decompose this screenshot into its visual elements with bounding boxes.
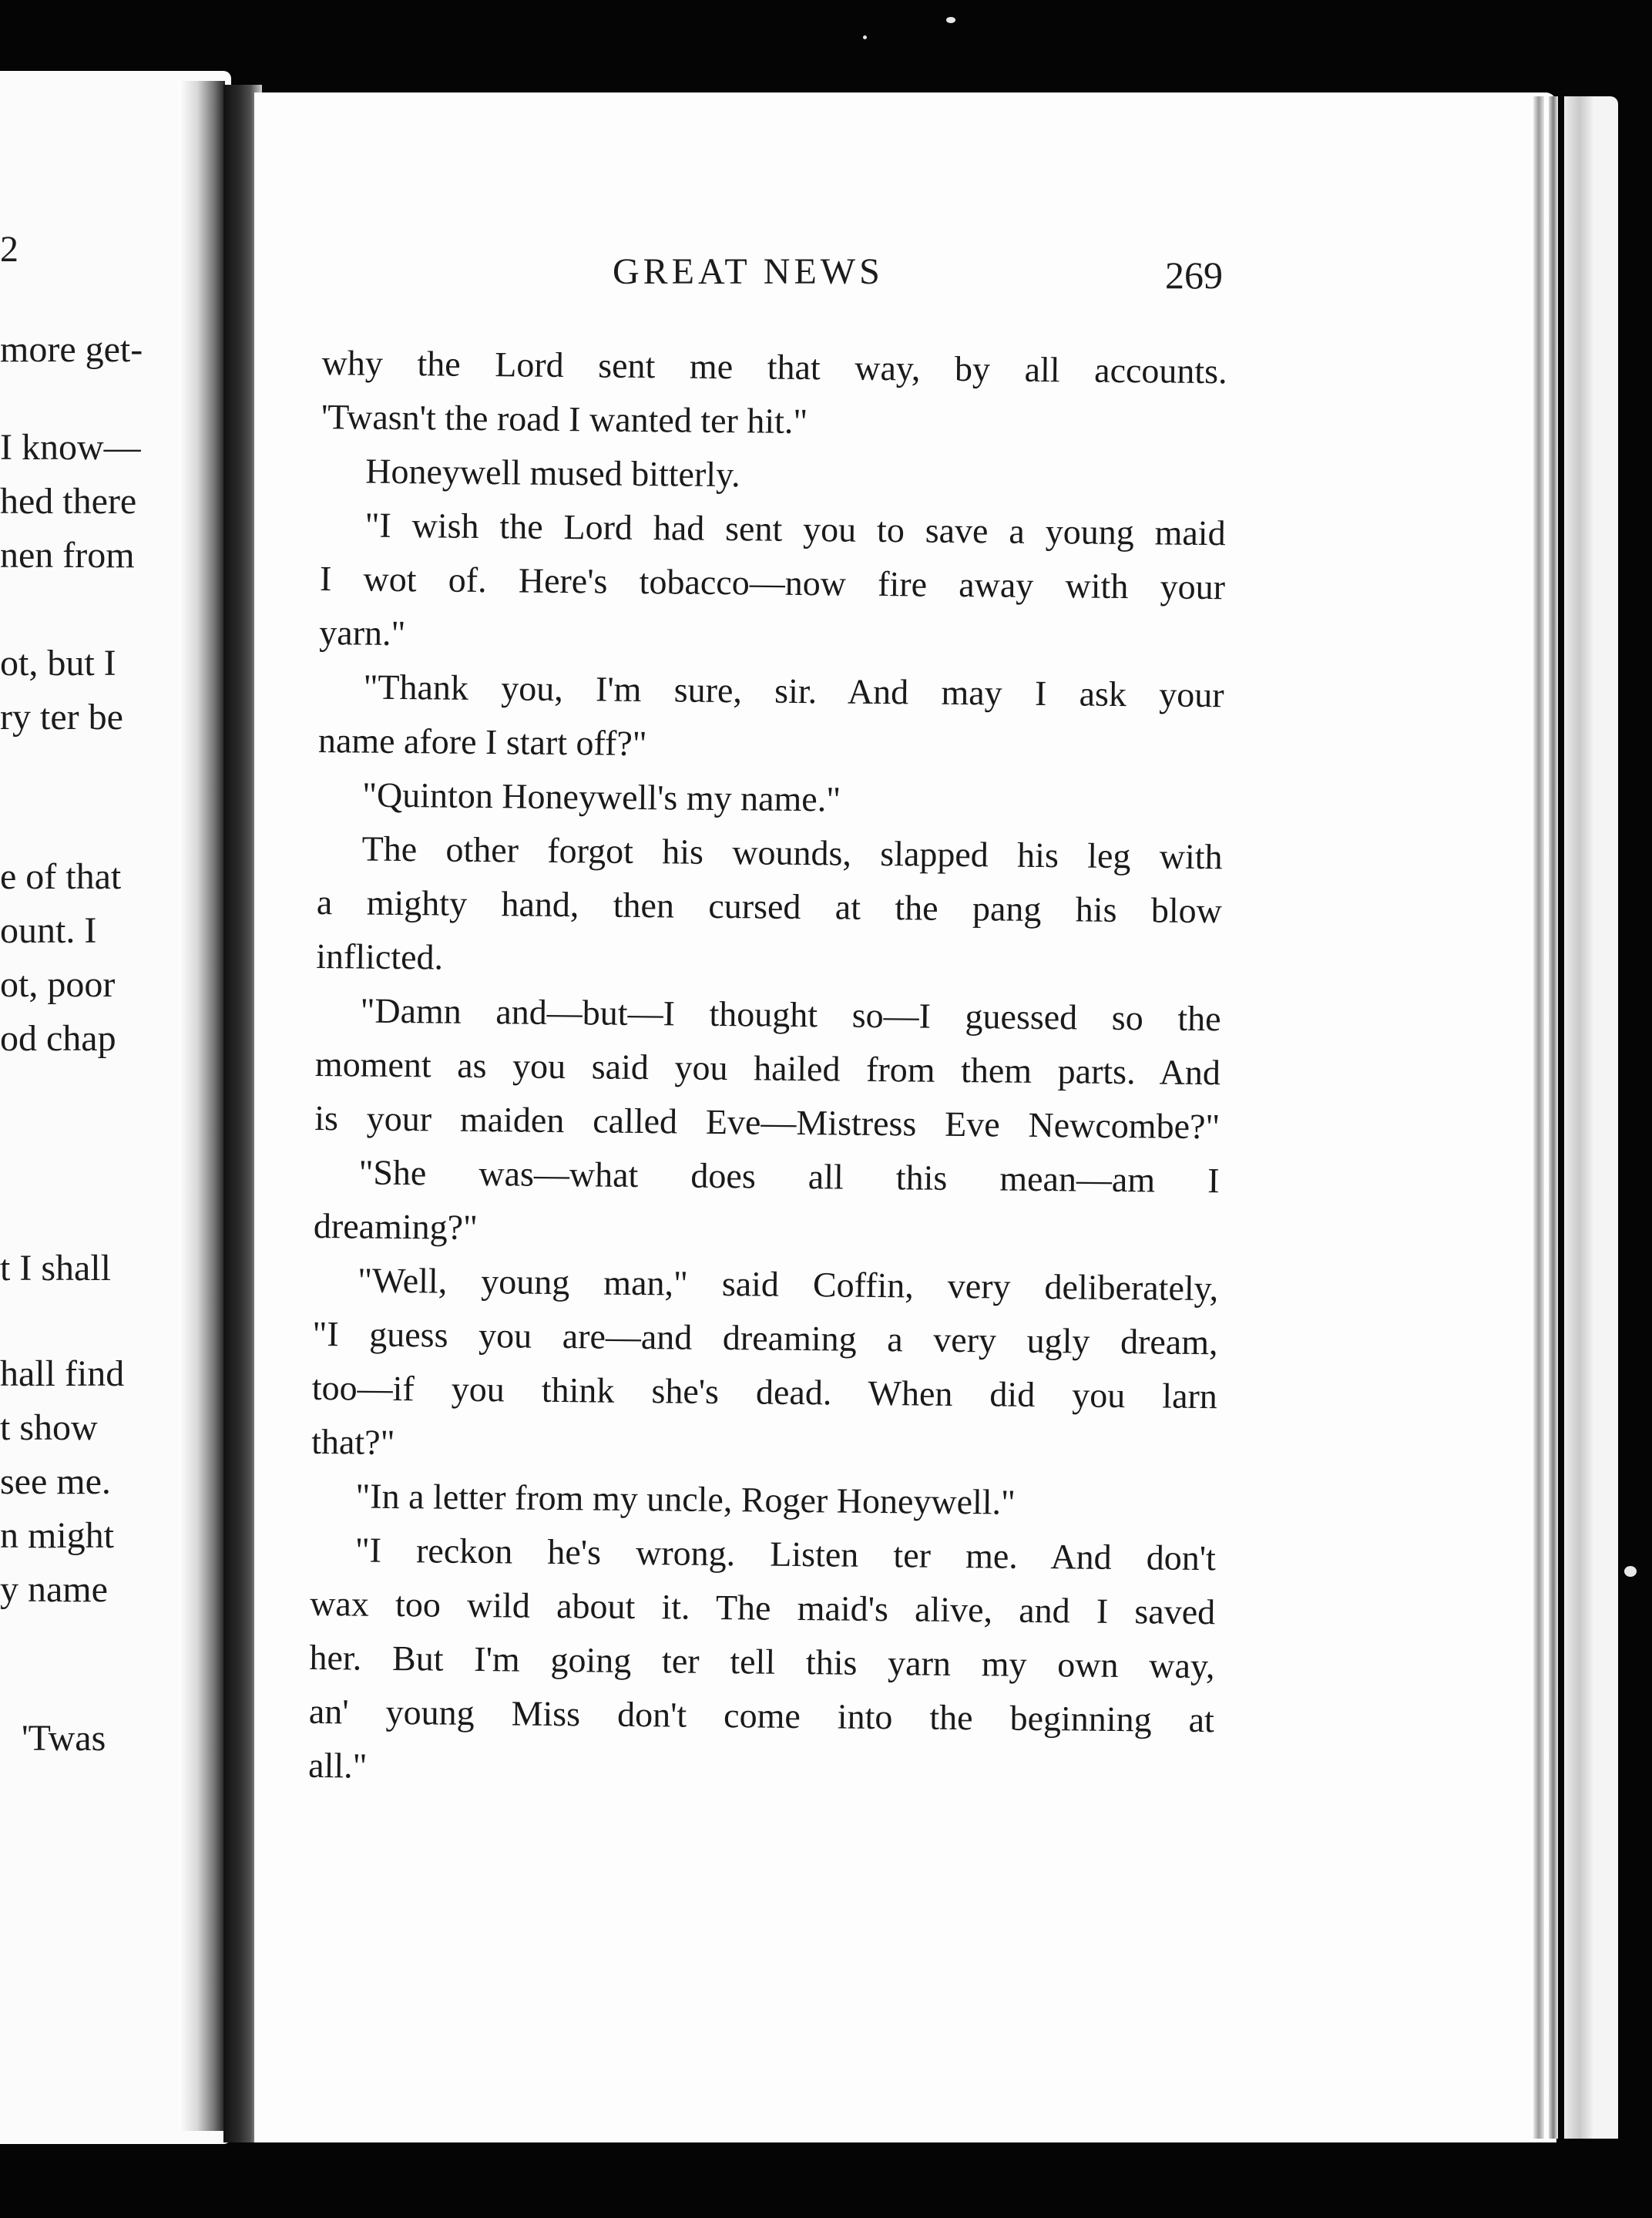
left-page-line: nen from [0, 535, 135, 576]
page-edge [1533, 96, 1544, 2139]
body-line: "I guess you are—and dreaming a very ugly dream, [312, 1313, 1218, 1363]
body-line: "I reckon he's wrong. Listen ter me. And don't [354, 1530, 1217, 1578]
body-line: dreaming?" [313, 1205, 478, 1247]
left-page-line: 'Twas [22, 1718, 106, 1759]
scan-dust-speck [1624, 1566, 1637, 1577]
body-line: wax too wild about it. The maid's alive, and I saved [309, 1583, 1216, 1632]
left-page-line: more get- [0, 329, 143, 370]
body-line: her. But I'm going ter tell this yarn my own way, [309, 1637, 1215, 1686]
left-page-gutter-shadow [179, 81, 225, 2131]
body-line: all." [307, 1745, 368, 1786]
left-page-line: ry ter be [0, 697, 123, 738]
body-line: an' young Miss don't come into the beginning at [308, 1691, 1215, 1740]
left-page-line: od chap [0, 1018, 116, 1059]
body-line: is your maiden called Eve—Mistress Eve Newcombe?" [314, 1097, 1221, 1147]
left-page-line: y name [0, 1569, 108, 1610]
scan-dust-speck [863, 35, 867, 39]
body-text [308, 336, 1227, 1801]
body-line: why the Lord sent me that way, by all accounts. [321, 342, 1227, 392]
left-page-line: ot, but I [0, 643, 116, 684]
left-page-line: n might [0, 1515, 115, 1556]
left-page-line: hed there [0, 481, 137, 522]
body-line: yarn." [319, 612, 406, 654]
body-line: "I wish the Lord had sent you to save a young maid [364, 505, 1226, 553]
left-page-line: t I shall [0, 1248, 111, 1289]
body-line: "Well, young man," said Coffin, very deliberately, [357, 1260, 1219, 1309]
body-line: "Damn and—but—I thought so—I guessed so the [360, 990, 1221, 1039]
body-line: moment as you said you hailed from them parts. And [314, 1043, 1221, 1093]
body-line: 'Twasn't the road I wanted ter hit." [321, 396, 808, 442]
body-line: "She was—what does all this mean—am I [358, 1152, 1220, 1201]
left-page-line: see me. [0, 1461, 111, 1502]
page-number: 269 [1165, 254, 1223, 297]
page-edge [1564, 96, 1595, 2139]
scan-dust-speck [946, 17, 955, 23]
body-line: a mighty hand, then cursed at the pang his blow [316, 882, 1223, 931]
body-line: I wot of. Here's tobacco—now fire away with your [319, 558, 1226, 607]
body-line: that?" [311, 1421, 395, 1462]
left-page-line: t show [0, 1407, 98, 1448]
left-page-line: ot, poor [0, 964, 116, 1005]
left-page-line: 2 [0, 229, 18, 270]
body-line: Honeywell mused bitterly. [365, 451, 740, 495]
body-line: "Thank you, I'm sure, sir. And may I ask your [363, 667, 1224, 715]
body-line: The other forgot his wounds, slapped his leg with [361, 828, 1223, 877]
body-line: too—if you think she's dead. When did you larn [311, 1367, 1218, 1416]
left-page-line: I know— [0, 427, 141, 468]
left-page-line: hall find [0, 1353, 125, 1394]
body-line: inflicted. [316, 936, 444, 977]
body-line: "Quinton Honeywell's my name." [362, 775, 841, 819]
left-page-line: e of that [0, 856, 122, 897]
body-line: "In a letter from my uncle, Roger Honeywell." [355, 1476, 1016, 1522]
body-line: name afore I start off?" [317, 720, 647, 764]
page-edge [1549, 96, 1558, 2139]
left-page-line: ount. I [0, 910, 97, 951]
running-head-title: GREAT NEWS [613, 251, 884, 292]
page-edge [1595, 96, 1618, 2139]
